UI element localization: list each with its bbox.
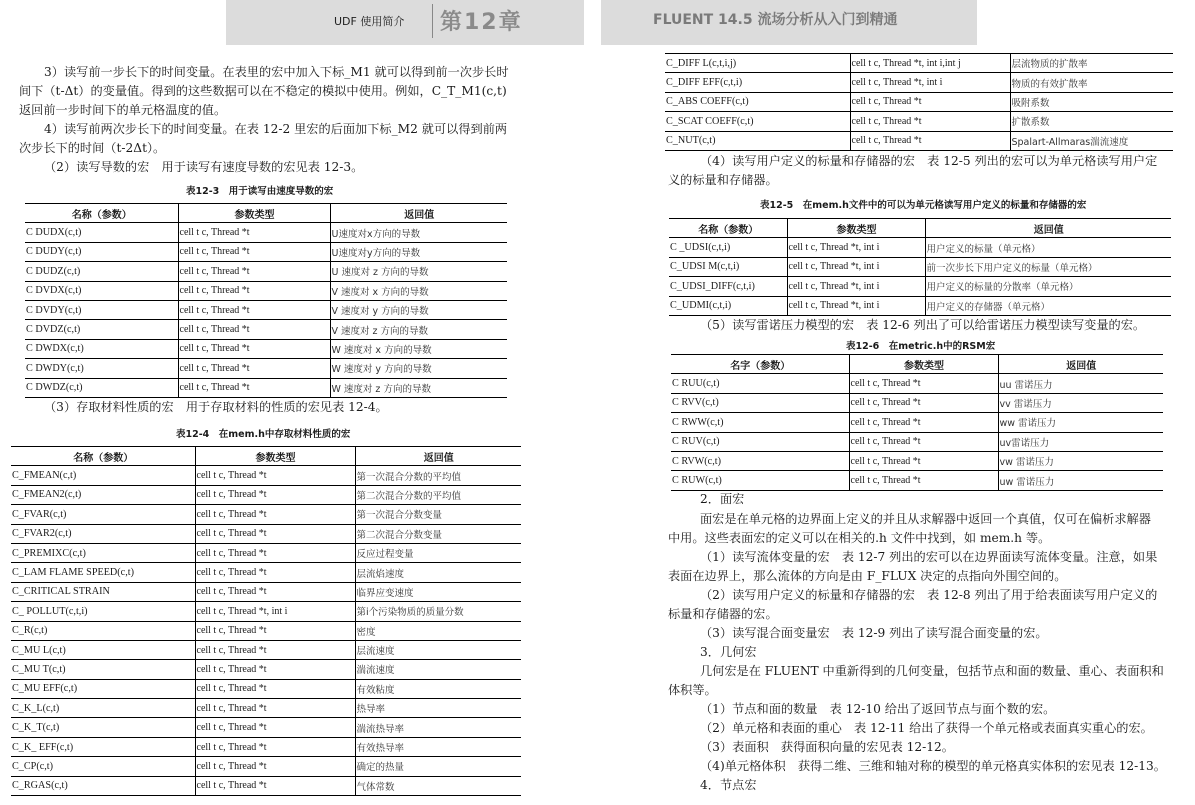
cell-return: 吸附系数: [1010, 92, 1173, 111]
cell-name: C_K_T(c,t): [11, 718, 195, 737]
table-row: [11, 563, 521, 582]
chapter-title: 第12章: [440, 10, 523, 35]
table-row: [671, 413, 1163, 432]
table-header-row: [25, 204, 507, 223]
cell-name: C_MU EFF(c,t): [11, 679, 195, 698]
cell-return: 第i个污染物质的质量分数: [355, 602, 521, 621]
table-row: [669, 238, 1171, 257]
cell-return: 第二次混合分数的平均值: [355, 485, 521, 504]
table-row: [671, 471, 1163, 490]
cell-type: cell t c, Thread *t: [850, 131, 1010, 150]
cell-name: C RUW(c,t): [671, 471, 849, 490]
cell-name: C RUV(c,t): [671, 432, 849, 451]
cell-return: V 速度对 y 方向的导数: [330, 300, 507, 319]
cell-name: C RVW(c,t): [671, 451, 849, 470]
cell-name: C DVDX(c,t): [25, 281, 178, 300]
table-12-5: [669, 218, 1171, 316]
cell-return: U速度对y方向的导数: [330, 242, 507, 261]
cell-return: 有效粘度: [355, 679, 521, 698]
cell-return: 用户定义的标量（单元格）: [925, 238, 1171, 257]
cell-name: C DVDZ(c,t): [25, 320, 178, 339]
cell-type: cell t c, Thread *t: [195, 718, 355, 737]
cell-name: C RUU(c,t): [671, 374, 849, 393]
table-row: [25, 223, 507, 242]
cell-name: C_ABS COEFF(c,t): [665, 92, 850, 111]
column-header: 参数类型: [178, 204, 330, 223]
section-heading: 2．面宏: [700, 492, 745, 506]
cell-return: 层流焰速度: [355, 563, 521, 582]
table-row: [11, 660, 521, 679]
cell-name: C_LAM FLAME SPEED(c,t): [11, 563, 195, 582]
cell-type: cell t c, Thread *t: [849, 432, 998, 451]
cell-return: uu 雷诺压力: [998, 374, 1163, 393]
cell-type: cell t c, Thread *t: [195, 563, 355, 582]
cell-type: cell t c, Thread *t: [195, 466, 355, 485]
table-row: [671, 374, 1163, 393]
cell-type: cell t c, Thread *t, int i,int j: [850, 54, 1010, 73]
column-header: 参数类型: [787, 219, 925, 238]
cell-name: C DUDY(c,t): [25, 242, 178, 261]
cell-name: C _UDSI(c,t,i): [669, 238, 787, 257]
header-divider: [432, 4, 433, 38]
table-12-4: [11, 446, 521, 796]
table-row: [25, 378, 507, 397]
cell-name: C DUDZ(c,t): [25, 262, 178, 281]
cell-type: cell t c, Thread *t: [195, 582, 355, 601]
paragraph-line: （3）存取材料性质的宏 用于存取材料的性质的宏见表 12-4。: [44, 400, 388, 414]
cell-type: cell t c, Thread *t: [850, 92, 1010, 111]
cell-return: 第一次混合分数的平均值: [355, 466, 521, 485]
paragraph-line: （3）读写混合面变量宏 表 12-9 列出了读写混合面变量的宏。: [700, 626, 1048, 640]
paragraph-line: （5）读写雷诺压力模型的宏 表 12-6 列出了可以给雷诺压力模型读写变量的宏。: [700, 318, 1146, 332]
cell-name: C_FMEAN2(c,t): [11, 485, 195, 504]
cell-name: C_MU T(c,t): [11, 660, 195, 679]
cell-return: 第一次混合分数变量: [355, 505, 521, 524]
cell-return: 确定的热量: [355, 757, 521, 776]
cell-type: cell t c, Thread *t: [195, 757, 355, 776]
book-title: FLUENT 14.5 流场分析从入门到精通: [653, 12, 898, 28]
column-header: 返回值: [998, 355, 1163, 374]
cell-type: cell t c, Thread *t: [849, 451, 998, 470]
cell-return: 临界应变速度: [355, 582, 521, 601]
table-row: [25, 300, 507, 319]
table-12-6: [671, 354, 1163, 491]
cell-type: cell t c, Thread *t: [195, 660, 355, 679]
cell-return: 湍流速度: [355, 660, 521, 679]
cell-name: C_DIFF EFF(c,t,i): [665, 73, 850, 92]
paragraph-line: 4）读写前两次步长下的时间变量。在表 12-2 里宏的后面加下标_M2 就可以得到前两: [44, 122, 508, 136]
table-row: [11, 543, 521, 562]
cell-return: Spalart-Allmaras湍流速度: [1010, 131, 1173, 150]
cell-return: 用户定义的标量的分散率（单元格）: [925, 277, 1171, 296]
cell-return: 第二次混合分数变量: [355, 524, 521, 543]
cell-return: 气体常数: [355, 776, 521, 795]
cell-name: C_K_L(c,t): [11, 699, 195, 718]
cell-name: C_FMEAN(c,t): [11, 466, 195, 485]
table-row: [11, 776, 521, 795]
table-row: [11, 582, 521, 601]
cell-name: C DVDY(c,t): [25, 300, 178, 319]
cell-type: cell t c, Thread *t: [195, 776, 355, 795]
table-row: [25, 242, 507, 261]
cell-type: cell t c, Thread *t, int i: [787, 296, 925, 315]
cell-type: cell t c, Thread *t: [178, 262, 330, 281]
paragraph-line: （2）读写用户定义的标量和存储器的宏 表 12-8 列出了用于给表面读写用户定义的: [700, 588, 1158, 602]
table-row: [11, 699, 521, 718]
table-row: [671, 451, 1163, 470]
cell-name: C_UDSI M(c,t,i): [669, 257, 787, 276]
column-header: 名称（参数）: [25, 204, 178, 223]
cell-return: V 速度对 x 方向的导数: [330, 281, 507, 300]
cell-name: C RWW(c,t): [671, 413, 849, 432]
cell-type: cell t c, Thread *t: [849, 374, 998, 393]
table-row: [669, 277, 1171, 296]
table-row: [11, 718, 521, 737]
page-header-right: [601, 0, 977, 45]
cell-return: 湍流热导率: [355, 718, 521, 737]
paragraph-line: （3）表面积 获得面积向量的宏见表 12-12。: [700, 740, 954, 754]
cell-return: 用户定义的存储器（单元格）: [925, 296, 1171, 315]
table-header-row: [11, 447, 521, 466]
cell-name: C_R(c,t): [11, 621, 195, 640]
cell-type: cell t c, Thread *t, int i: [195, 602, 355, 621]
section-heading: 4．节点宏: [700, 778, 757, 792]
cell-return: U 速度对 z 方向的导数: [330, 262, 507, 281]
cell-name: C DUDX(c,t): [25, 223, 178, 242]
cell-return: W 速度对 x 方向的导数: [330, 339, 507, 358]
cell-return: W 速度对 y 方向的导数: [330, 359, 507, 378]
cell-name: C_UDSI_DIFF(c,t,i): [669, 277, 787, 296]
paragraph-line: 几何宏是在 FLUENT 中重新得到的几何变量，包括节点和面的数量、重心、表面积和: [700, 664, 1164, 678]
cell-name: C_CP(c,t): [11, 757, 195, 776]
cell-return: 层流物质的扩散率: [1010, 54, 1173, 73]
cell-name: C_NUT(c,t): [665, 131, 850, 150]
table-row: [11, 602, 521, 621]
cell-return: W 速度对 z 方向的导数: [330, 378, 507, 397]
cell-name: C_FVAR(c,t): [11, 505, 195, 524]
table-row: [11, 505, 521, 524]
cell-return: 物质的有效扩散率: [1010, 73, 1173, 92]
cell-name: C_K_ EFF(c,t): [11, 737, 195, 756]
cell-return: uw 雷诺压力: [998, 471, 1163, 490]
column-header: 名称（参数）: [11, 447, 195, 466]
paragraph-line: 标量和存储器的宏。: [668, 607, 778, 621]
cell-type: cell t c, Thread *t: [195, 621, 355, 640]
paragraph-line: 返回前一步时间下的单元格温度的值。: [19, 103, 227, 117]
table-row: [665, 73, 1173, 92]
table-row: [665, 112, 1173, 131]
table-row: [11, 524, 521, 543]
cell-name: C DWDY(c,t): [25, 359, 178, 378]
table-row: [11, 640, 521, 659]
table-row: [671, 432, 1163, 451]
table-row: [11, 466, 521, 485]
cell-return: 前一次步长下用户定义的标量（单元格）: [925, 257, 1171, 276]
cell-type: cell t c, Thread *t: [195, 543, 355, 562]
cell-return: 热导率: [355, 699, 521, 718]
table-caption: 表12-5 在mem.h文件中的可以为单元格读写用户定义的标量和存储器的宏: [760, 200, 1087, 211]
cell-name: C_PREMIXC(c,t): [11, 543, 195, 562]
cell-type: cell t c, Thread *t: [178, 339, 330, 358]
cell-type: cell t c, Thread *t: [178, 242, 330, 261]
cell-type: cell t c, Thread *t: [178, 359, 330, 378]
cell-name: C_ POLLUT(c,t,i): [11, 602, 195, 621]
table-row: [25, 262, 507, 281]
cell-name: C_DIFF L(c,t,i,j): [665, 54, 850, 73]
cell-return: 扩散系数: [1010, 112, 1173, 131]
cell-type: cell t c, Thread *t, int i: [787, 257, 925, 276]
cell-name: C RVV(c,t): [671, 393, 849, 412]
paragraph-line: （4)单元格体积 获得二维、三维和轴对称的模型的单元格真实体积的宏见表 12-13。: [700, 759, 1166, 773]
table-row: [665, 54, 1173, 73]
paragraph-line: 3）读写前一步长下的时间变量。在表里的宏中加入下标_M1 就可以得到前一次步长时: [44, 65, 509, 79]
table-row: [669, 257, 1171, 276]
column-header: 名字（参数）: [671, 355, 849, 374]
paragraph-line: （1）节点和面的数量 表 12-10 给出了返回节点与面个数的宏。: [700, 702, 1056, 716]
table-row: [665, 131, 1173, 150]
paragraph-line: 义的标量和存储器。: [668, 173, 778, 187]
section-title: UDF 使用简介: [334, 15, 405, 28]
paragraph-line: （2）读写导数的宏 用于读写有速度导数的宏见表 12-3。: [44, 160, 364, 174]
table-row: [671, 393, 1163, 412]
cell-return: ww 雷诺压力: [998, 413, 1163, 432]
table-caption: 表12-4 在mem.h中存取材料性质的宏: [176, 429, 351, 440]
cell-type: cell t c, Thread *t: [195, 524, 355, 543]
paragraph-line: 中用。这些表面宏的定义可以在相关的.h 文件中找到，如 mem.h 等。: [668, 531, 1051, 545]
table-row: [25, 339, 507, 358]
cell-type: cell t c, Thread *t: [850, 112, 1010, 131]
table-header-row: [669, 219, 1171, 238]
table-row: [11, 737, 521, 756]
table-row: [11, 757, 521, 776]
cell-type: cell t c, Thread *t, int i: [850, 73, 1010, 92]
table-row: [11, 621, 521, 640]
table-header-row: [671, 355, 1163, 374]
section-heading: 3．几何宏: [700, 645, 757, 659]
cell-type: cell t c, Thread *t: [178, 223, 330, 242]
cell-return: 反应过程变量: [355, 543, 521, 562]
paragraph-line: 面宏是在单元格的边界面上定义的并且从求解器中返回一个真值，仅可在偏析求解器: [700, 512, 1151, 526]
table-row: [669, 296, 1171, 315]
cell-type: cell t c, Thread *t: [849, 393, 998, 412]
cell-type: cell t c, Thread *t: [195, 505, 355, 524]
table-row: [11, 485, 521, 504]
paragraph-line: 间下（t-Δt）的变量值。得到的这些数据可以在不稳定的模拟中使用。例如，C_T_M1(c,t): [19, 84, 507, 98]
cell-return: 层流速度: [355, 640, 521, 659]
cell-type: cell t c, Thread *t: [195, 737, 355, 756]
cell-type: cell t c, Thread *t: [195, 679, 355, 698]
paragraph-line: （2）单元格和表面的重心 表 12-11 给出了获得一个单元格或表面真实重心的宏。: [700, 721, 1153, 735]
column-header: 返回值: [330, 204, 507, 223]
table-row: [25, 359, 507, 378]
cell-type: cell t c, Thread *t: [195, 485, 355, 504]
cell-name: C DWDZ(c,t): [25, 378, 178, 397]
cell-return: vw 雷诺压力: [998, 451, 1163, 470]
cell-return: vv 雷诺压力: [998, 393, 1163, 412]
cell-name: C DWDX(c,t): [25, 339, 178, 358]
cell-return: U速度对x方向的导数: [330, 223, 507, 242]
table-caption: 表12-3 用于读写由速度导数的宏: [186, 186, 334, 197]
table-12-3: [25, 203, 507, 398]
cell-return: 有效热导率: [355, 737, 521, 756]
column-header: 名称（参数）: [669, 219, 787, 238]
cell-return: V 速度对 z 方向的导数: [330, 320, 507, 339]
cell-type: cell t c, Thread *t: [849, 471, 998, 490]
cell-type: cell t c, Thread *t: [178, 300, 330, 319]
cell-type: cell t c, Thread *t: [195, 699, 355, 718]
cell-type: cell t c, Thread *t: [849, 413, 998, 432]
table-12-4-continued: [665, 53, 1173, 151]
cell-type: cell t c, Thread *t: [178, 320, 330, 339]
table-row: [25, 320, 507, 339]
cell-name: C_SCAT COEFF(c,t): [665, 112, 850, 131]
column-header: 返回值: [925, 219, 1171, 238]
cell-name: C_UDMI(c,t,i): [669, 296, 787, 315]
paragraph-line: （1）读写流体变量的宏 表 12-7 列出的宏可以在边界面读写流体变量。注意，如果: [700, 550, 1158, 564]
cell-type: cell t c, Thread *t: [178, 378, 330, 397]
cell-name: C_CRITICAL STRAIN: [11, 582, 195, 601]
table-row: [11, 679, 521, 698]
paragraph-line: 表面在边界上，那么流体的方向是由 F_FLUX 决定的点指向外围空间的。: [668, 569, 1067, 583]
column-header: 参数类型: [849, 355, 998, 374]
paragraph-line: （4）读写用户定义的标量和存储器的宏 表 12-5 列出的宏可以为单元格读写用户定: [700, 154, 1158, 168]
cell-type: cell t c, Thread *t, int i: [787, 277, 925, 296]
page-header-left: [226, 0, 584, 45]
cell-return: 密度: [355, 621, 521, 640]
table-caption: 表12-6 在metric.h中的RSM宏: [846, 341, 996, 352]
table-row: [665, 92, 1173, 111]
cell-return: uv雷诺压力: [998, 432, 1163, 451]
cell-type: cell t c, Thread *t, int i: [787, 238, 925, 257]
column-header: 参数类型: [195, 447, 355, 466]
paragraph-line: 次步长下的时间（t-2Δt）。: [19, 141, 166, 155]
paragraph-line: 体积等。: [668, 683, 717, 697]
cell-type: cell t c, Thread *t: [178, 281, 330, 300]
cell-name: C_MU L(c,t): [11, 640, 195, 659]
column-header: 返回值: [355, 447, 521, 466]
table-row: [25, 281, 507, 300]
cell-name: C_FVAR2(c,t): [11, 524, 195, 543]
cell-name: C_RGAS(c,t): [11, 776, 195, 795]
cell-type: cell t c, Thread *t: [195, 640, 355, 659]
